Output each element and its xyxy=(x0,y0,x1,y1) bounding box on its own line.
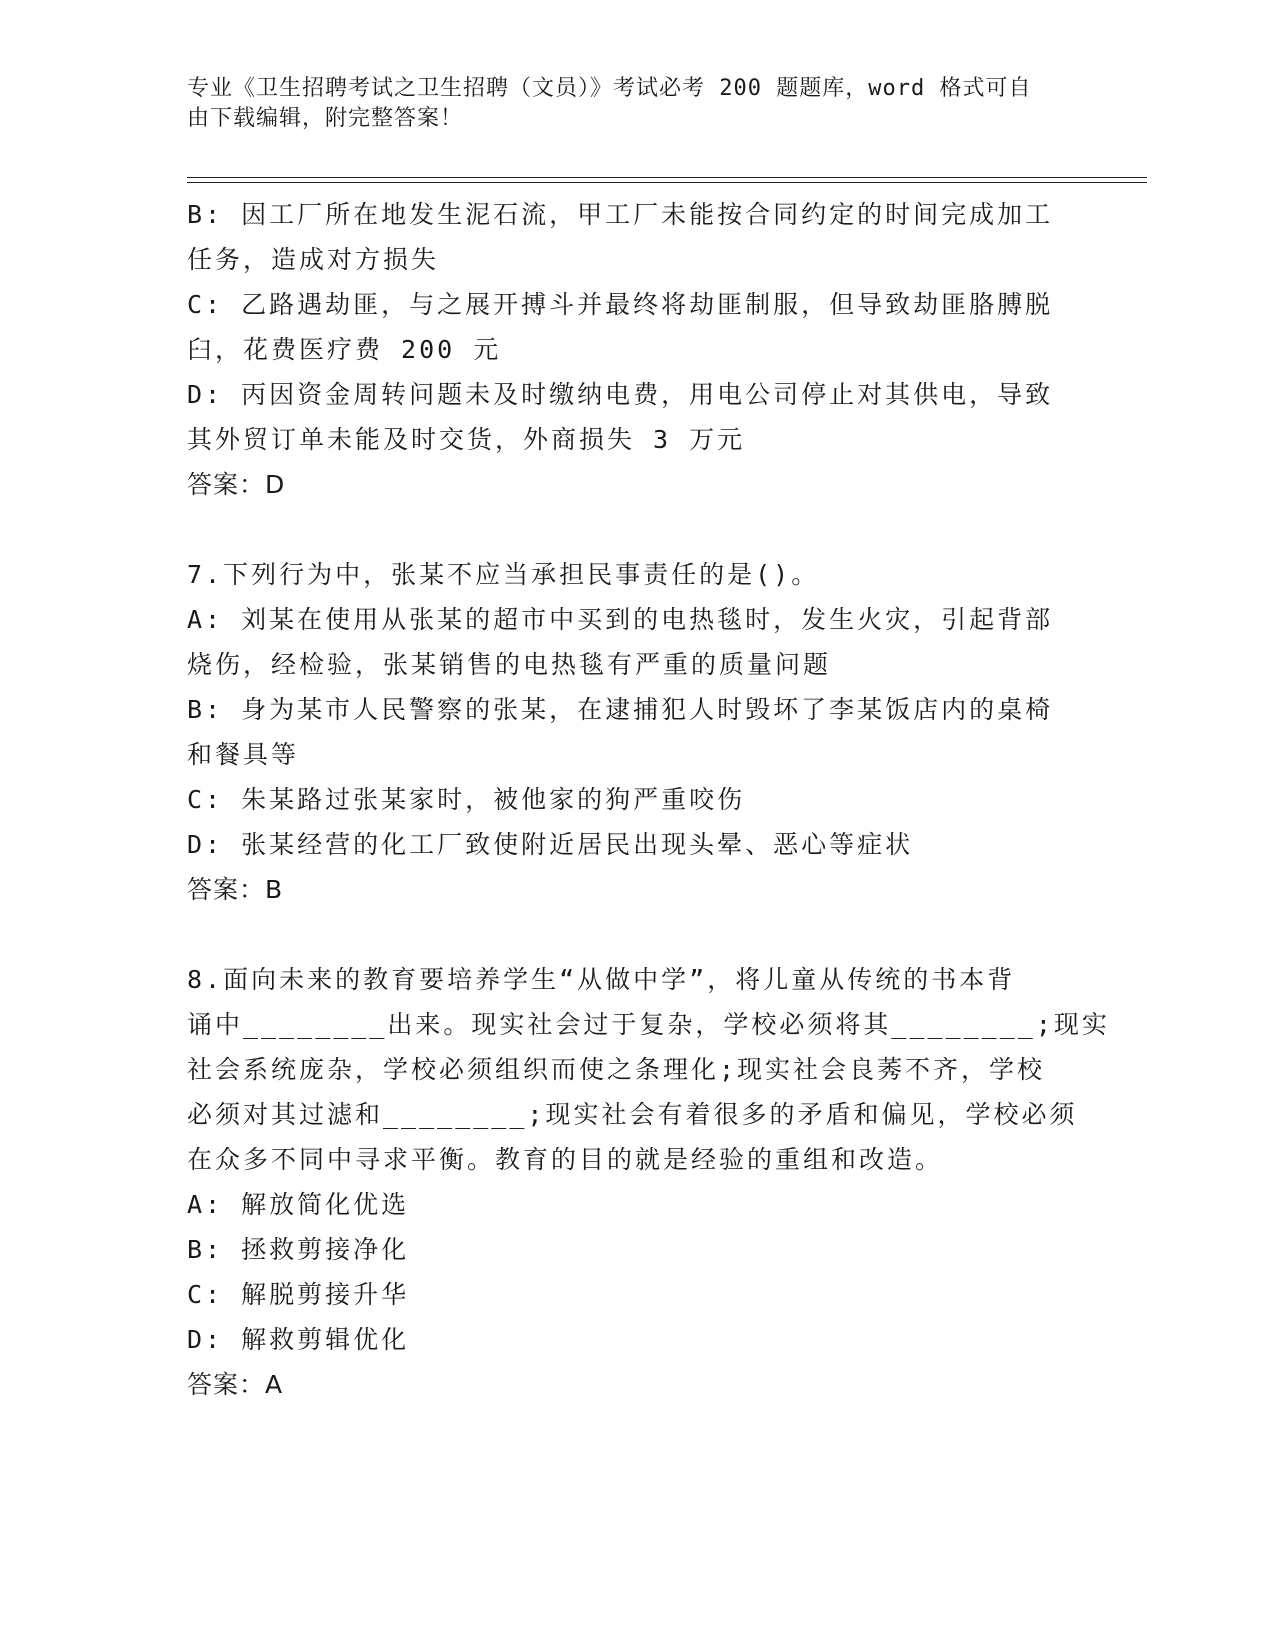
document-body xyxy=(187,192,1110,1407)
q8-stem-line-1: 8.面向未来的教育要培养学生“从做中学”，将儿童从传统的书本背 xyxy=(187,965,1016,994)
q7-answer: 答案：B xyxy=(187,875,284,904)
q8-stem-line-5: 在众多不同中寻求平衡。教育的目的就是经验的重组和改造。 xyxy=(187,1145,944,1174)
q7-option-b-line-2: 和餐具等 xyxy=(187,740,300,769)
q8-option-b: B: 拯救剪接净化 xyxy=(187,1235,410,1264)
question-6-tail xyxy=(187,192,1077,507)
header-rule-top xyxy=(187,177,1147,178)
header-line-2: 由下载编辑，附完整答案！ xyxy=(187,106,464,131)
q7-option-a-line-1: A: 刘某在使用从张某的超市中买到的电热毯时，发生火灾，引起背部 xyxy=(187,605,1054,634)
spacer xyxy=(187,507,1077,552)
q8-stem-line-3: 社会系统庞杂，学校必须组织而使之条理化;现实社会良莠不齐，学校 xyxy=(187,1055,1046,1084)
q6-option-c-line-2: 臼，花费医疗费 200 元 xyxy=(187,335,502,364)
q7-stem: 7.下列行为中，张某不应当承担民事责任的是()。 xyxy=(187,560,820,589)
question-8 xyxy=(187,957,1110,1407)
q6-option-b-line-2: 任务，造成对方损失 xyxy=(187,245,440,274)
header-rule-bottom xyxy=(187,182,1147,183)
q8-stem-line-2: 诵中________出来。现实社会过于复杂，学校必须将其________;现实 xyxy=(187,1010,1110,1039)
q6-option-d-line-2: 其外贸订单未能及时交货，外商损失 3 万元 xyxy=(187,425,746,454)
q7-option-a-line-2: 烧伤，经检验，张某销售的电热毯有严重的质量问题 xyxy=(187,650,832,679)
q6-option-c-line-1: C: 乙路遇劫匪，与之展开搏斗并最终将劫匪制服，但导致劫匪胳膊脱 xyxy=(187,290,1054,319)
q6-option-d-line-1: D: 丙因资金周转问题未及时缴纳电费，用电公司停止对其供电，导致 xyxy=(187,380,1054,409)
q7-option-d: D: 张某经营的化工厂致使附近居民出现头晕、恶心等症状 xyxy=(187,830,914,859)
q7-option-b-line-1: B: 身为某市人民警察的张某，在逮捕犯人时毁坏了李某饭店内的桌椅 xyxy=(187,695,1054,724)
q8-stem-line-4: 必须对其过滤和________;现实社会有着很多的矛盾和偏见，学校必须 xyxy=(187,1100,1078,1129)
spacer xyxy=(187,912,1077,957)
document-header xyxy=(187,74,1067,134)
question-7 xyxy=(187,552,1077,912)
q8-option-d: D: 解救剪辑优化 xyxy=(187,1325,410,1354)
q6-answer: 答案：D xyxy=(187,470,286,499)
q7-option-c: C: 朱某路过张某家时，被他家的狗严重咬伤 xyxy=(187,785,746,814)
header-line-1: 专业《卫生招聘考试之卫生招聘（文员）》考试必考 200 题题库，word 格式可自 xyxy=(187,76,1032,101)
q8-option-a: A: 解放简化优选 xyxy=(187,1190,410,1219)
q8-option-c: C: 解脱剪接升华 xyxy=(187,1280,410,1309)
q6-option-b-line-1: B: 因工厂所在地发生泥石流，甲工厂未能按合同约定的时间完成加工 xyxy=(187,200,1054,229)
q8-answer: 答案：A xyxy=(187,1370,284,1399)
